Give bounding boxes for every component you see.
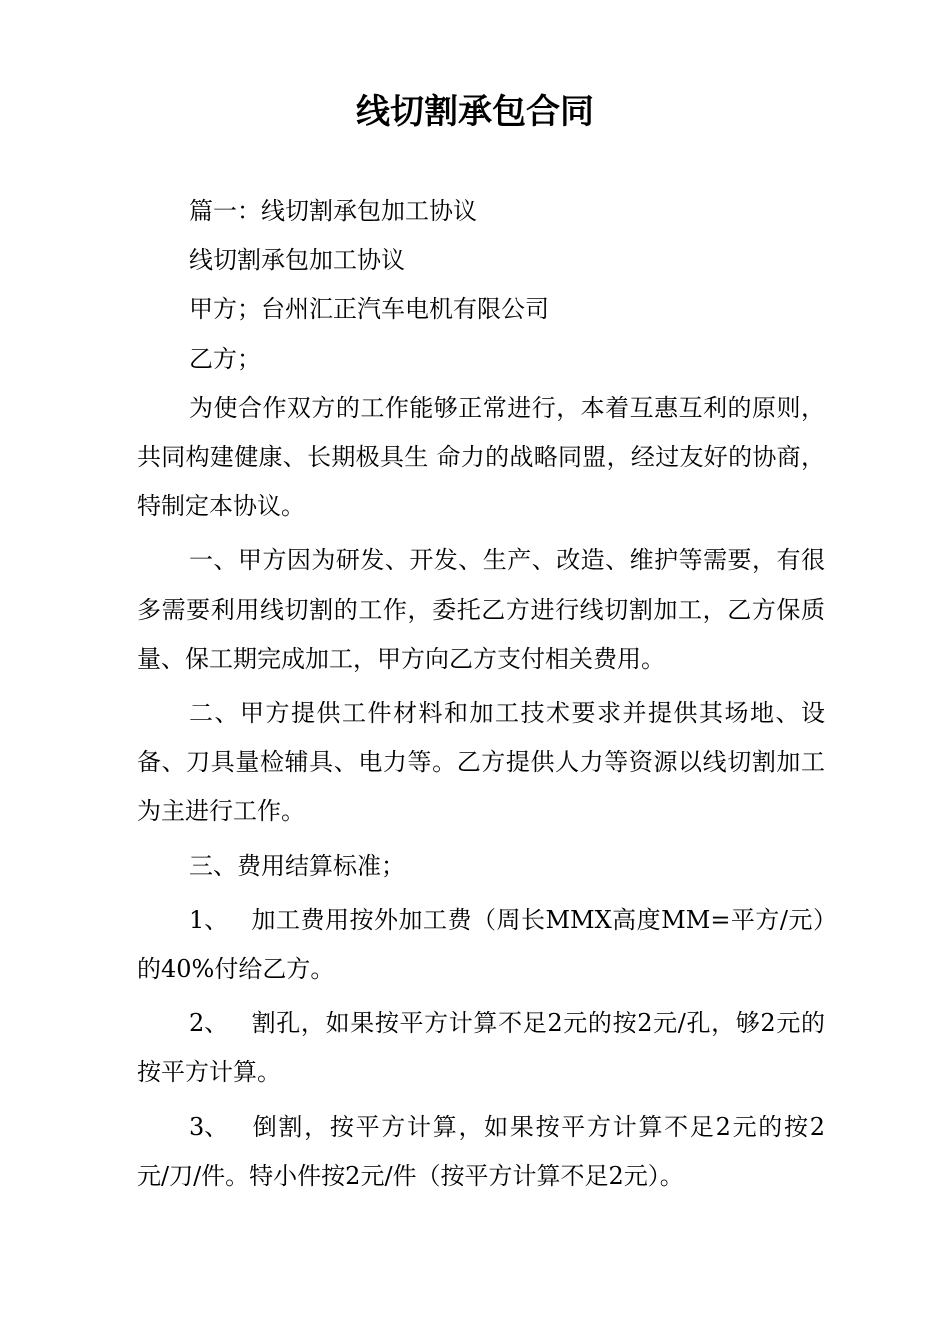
section-heading: 篇一：线切割承包加工协议 xyxy=(189,197,477,225)
list-item xyxy=(137,1103,825,1201)
document-body xyxy=(137,187,825,1201)
clause-one: 一、甲方因为研发、开发、生产、改造、维护等需要，有很多需要利用线切割的工作，委托乙方进行线切割加工，乙方保质量、保工期完成加工，甲方向乙方支付相关费用。 xyxy=(137,546,825,673)
clause-two: 二、甲方提供工件材料和加工技术要求并提供其场地、设备、刀具量检辅具、电力等。乙方提供人力等资源以线切割加工为主进行工作。 xyxy=(137,699,825,826)
list-item-text: 割孔，如果按平方计算不足2元的按2元/孔，够2元的按平方计算。 xyxy=(137,1009,825,1087)
list-item-text: 加工费用按外加工费（周长MMX高度MM=平方/元）的40%付给乙方。 xyxy=(137,905,825,984)
document-title: 线切割承包合同 xyxy=(356,92,594,132)
party-a: 甲方；台州汇正汽车电机有限公司 xyxy=(189,295,549,324)
clause-three-heading: 三、费用结算标准； xyxy=(189,851,405,880)
list-item-number: 2、 xyxy=(189,1009,229,1038)
list-item-text: 倒割，按平方计算，如果按平方计算不足2元的按2 元/刀/件。特小件按2元/件（按平方计算不足2元）。 xyxy=(137,1112,825,1190)
list-item xyxy=(137,896,825,994)
agreement-name: 线切割承包加工协议 xyxy=(189,246,405,275)
list-item-number: 1、 xyxy=(189,905,229,934)
party-b: 乙方； xyxy=(189,344,261,373)
list-item-number: 3、 xyxy=(189,1112,229,1141)
list-item xyxy=(137,999,825,1097)
preamble-paragraph: 为使合作双方的工作能够正常进行，本着互惠互利的原则，共同构建健康、长期极具生 命力的战略同盟，经过友好的协商，特制定本协议。 xyxy=(137,393,825,521)
